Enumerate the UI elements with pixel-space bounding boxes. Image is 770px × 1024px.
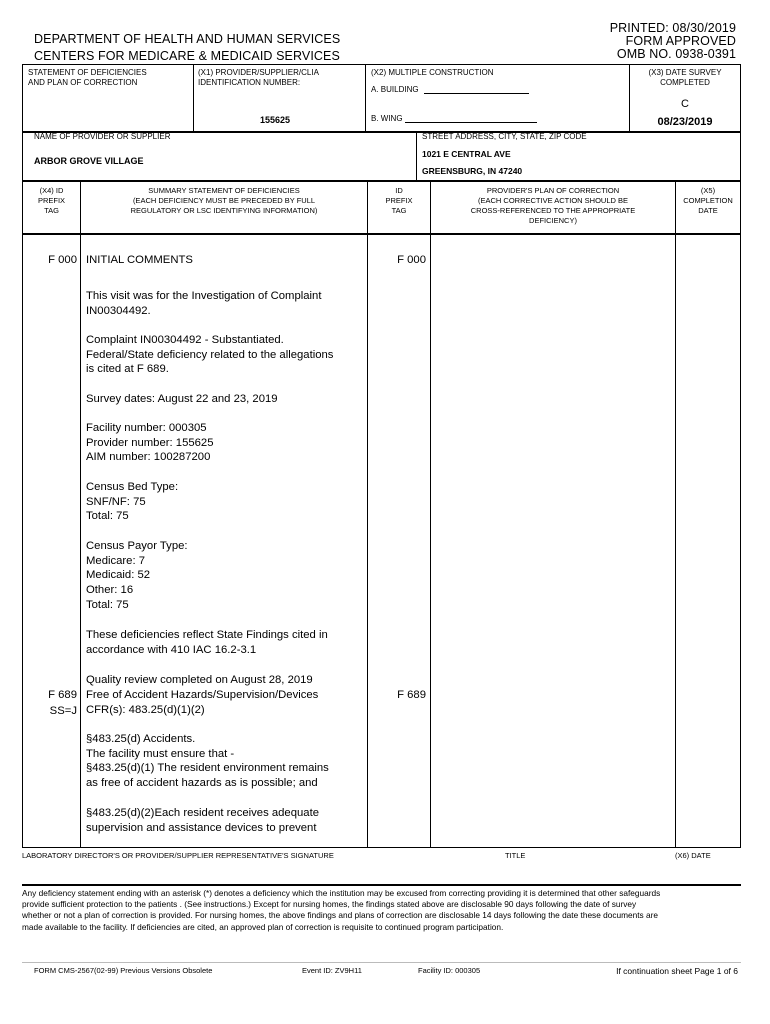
complaint-text: Complaint IN00304492 - Substantiated. Federal/State deficiency related to the allegations is cited at F 689.	[86, 334, 334, 376]
page-number: If continuation sheet Page 1 of 6	[616, 966, 738, 976]
census-payor: Census Payor Type: Medicare: 7 Medicaid: 52 Other: 16 Total: 75	[86, 540, 188, 611]
printed-date: PRINTED: 08/30/2019	[609, 21, 736, 35]
visit-text: This visit was for the Investigation of Complaint IN00304492.	[86, 290, 322, 317]
facility-numbers: Facility number: 000305 Provider number: 155625 AIM number: 100287200	[86, 422, 214, 464]
street-address: 1021 E CENTRAL AVE	[422, 149, 511, 159]
omb-number: OMB NO. 0938-0391	[616, 47, 736, 61]
wing-label: B. WING	[371, 114, 403, 123]
census-bed: Census Bed Type: SNF/NF: 75 Total: 75	[86, 481, 179, 523]
form-number: FORM CMS-2567(02-99) Previous Versions Obsolete	[34, 966, 213, 975]
city-state-zip: GREENSBURG, IN 47240	[422, 166, 523, 176]
tag-f000-right: F 000	[397, 254, 426, 266]
quality-review: Quality review completed on August 28, 2019	[86, 674, 313, 686]
survey-completed-date: 08/23/2019	[657, 116, 713, 128]
director-signature-label: LABORATORY DIRECTOR'S OR PROVIDER/SUPPLIER REPRESENTATIVE'S SIGNATURE	[22, 851, 334, 860]
provider-name: ARBOR GROVE VILLAGE	[34, 156, 144, 166]
initial-comments: INITIAL COMMENTS	[86, 254, 193, 266]
tag-ss-j: SS=J	[49, 705, 77, 717]
id-header: ID PREFIX TAG	[385, 186, 413, 215]
f689-title: Free of Accident Hazards/Supervision/Devices CFR(s): 483.25(d)(1)(2)	[86, 689, 319, 716]
plan-header: PROVIDER'S PLAN OF CORRECTION (EACH CORRECTIVE ACTION SHOULD BE CROSS-REFERENCED TO THE APPROPRIATE DEFICIENCY)	[470, 186, 636, 225]
accidents-text: §483.25(d) Accidents. The facility must ensure that - §483.25(d)(1) The resident environment remains as free of accident hazards as is possible; and	[86, 733, 329, 790]
centers-title: CENTERS FOR MEDICARE & MEDICAID SERVICES	[34, 49, 340, 63]
event-id: Event ID: ZV9H11	[302, 966, 362, 975]
survey-code: C	[681, 98, 689, 110]
state-findings: These deficiencies reflect State Findings cited in accordance with 410 IAC 16.2-3.1	[86, 629, 328, 656]
form-approved: FORM APPROVED	[625, 34, 736, 48]
tag-f689-right: F 689	[397, 689, 426, 701]
department-title: DEPARTMENT OF HEALTH AND HUMAN SERVICES	[34, 32, 341, 46]
tag-f000: F 000	[48, 254, 77, 266]
summary-header: SUMMARY STATEMENT OF DEFICIENCIES (EACH DEFICIENCY MUST BE PRECEDED BY FULL REGULATORY OR LSC IDENTIFYING INFORMATION)	[130, 186, 318, 215]
building-label: A. BUILDING	[371, 85, 419, 94]
provider-id-number: 155625	[260, 115, 291, 125]
x6-date-label: (X6) DATE	[675, 851, 711, 860]
x1-label: (X1) PROVIDER/SUPPLIER/CLIA IDENTIFICATION NUMBER:	[198, 68, 319, 87]
x3-label: (X3) DATE SURVEY COMPLETED	[648, 68, 722, 87]
x4-header: (X4) ID PREFIX TAG	[37, 186, 66, 215]
provider-name-label: NAME OF PROVIDER OR SUPPLIER	[34, 132, 171, 141]
supervision-text: §483.25(d)(2)Each resident receives adequate supervision and assistance devices to prevent	[86, 807, 319, 834]
x2-label: (X2) MULTIPLE CONSTRUCTION	[371, 68, 494, 77]
address-label: STREET ADDRESS, CITY, STATE, ZIP CODE	[422, 132, 587, 141]
x5-header: (X5) COMPLETION DATE	[683, 186, 733, 215]
title-label: TITLE	[505, 851, 526, 860]
facility-id: Facility ID: 000305	[418, 966, 481, 975]
statement-label: STATEMENT OF DEFICIENCIES AND PLAN OF CORRECTION	[28, 68, 147, 87]
survey-dates: Survey dates: August 22 and 23, 2019	[86, 393, 278, 405]
tag-f689: F 689	[48, 689, 77, 701]
disclaimer-text: Any deficiency statement ending with an asterisk (*) denotes a deficiency which the institution may be excused from correcting providing it is determined that other safeguards provide sufficient protection to the patients . (See instructions.) Except for nursing homes, the findings stated above are disclosable 90 days following the date of survey whether or not a plan of correction is provided. For nursing homes, the above findings and plans of correction are disclosable 14 days following the date these documents are made available to the facility. If deficiencies are cited, an approved plan of correction is requisite to continued program participation.	[22, 888, 661, 932]
